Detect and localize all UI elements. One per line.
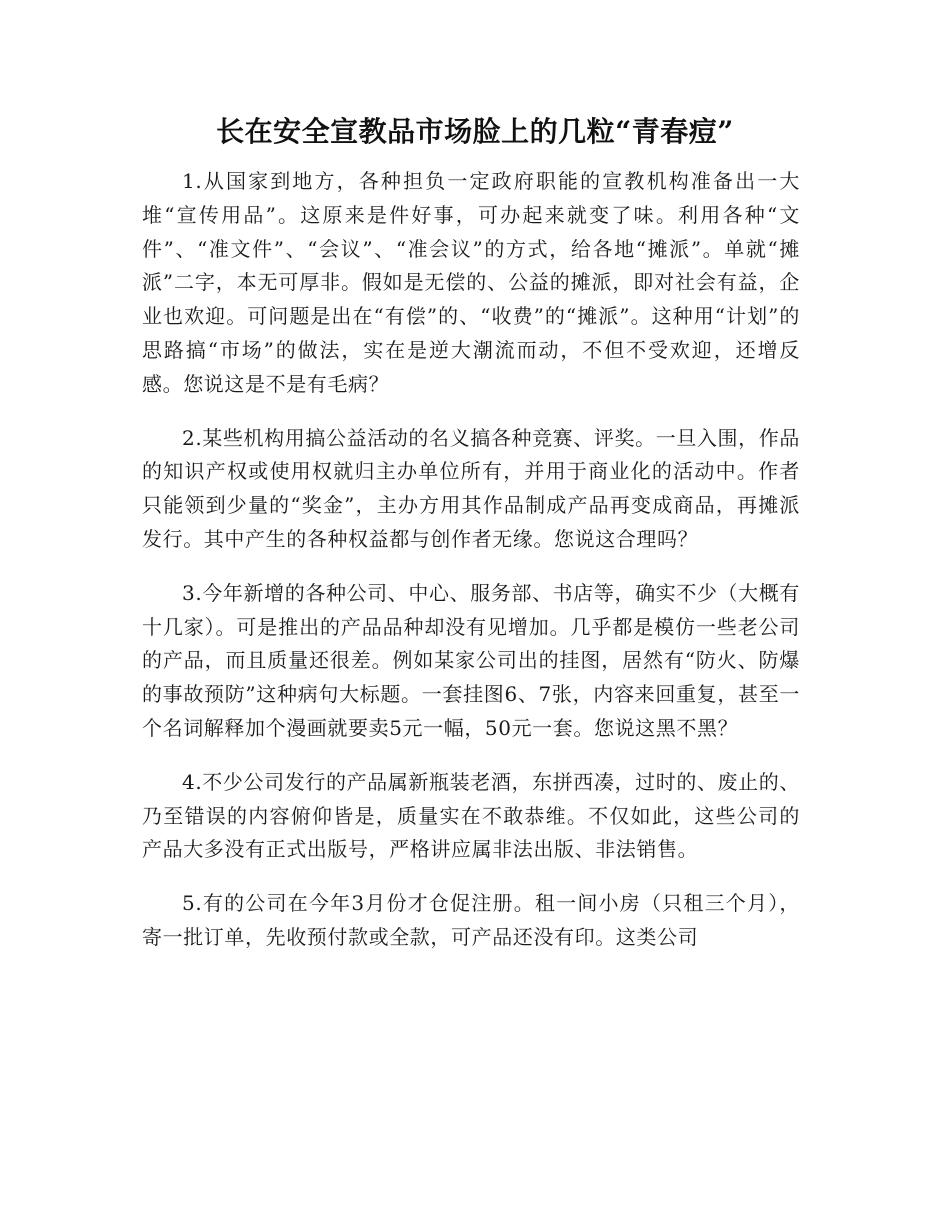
paragraph-3: 3.今年新增的各种公司、中心、服务部、书店等，确实不少（大概有十几家）。可是推出的产品品种却没有见增加。几乎都是模仿一些老公司的产品，而且质量还很差。例如某家公司出的挂图，居然有“防火、防爆的事故预防”这种病句大标题。一套挂图6、7张，内容来回重复，甚至一个名词解释加个漫画就要卖5元一幅，50元一套。您说这黑不黑？ xyxy=(142,580,800,740)
document-body xyxy=(142,165,800,975)
paragraph-1: 1.从国家到地方，各种担负一定政府职能的宣教机构准备出一大堆“宣传用品”。这原来是件好事，可办起来就变了味。利用各种“文件”、“准文件”、“会议”、“准会议”的方式，给各地“摊派”。单就“摊派”二字，本无可厚非。假如是无偿的、公益的摊派，即对社会有益，企业也欢迎。可问题是出在“有偿”的、“收费”的“摊派”。这种用“计划”的思路搞“市场”的做法，实在是逆大潮流而动，不但不受欢迎，还增反感。您说这是不是有毛病？ xyxy=(142,169,800,396)
paragraph-4: 4.不少公司发行的产品属新瓶装老酒，东拼西凑，过时的、废止的、乃至错误的内容俯仰皆是，质量实在不敢恭维。不仅如此，这些公司的产品大多没有正式出版号，严格讲应属非法出版、非法销售。 xyxy=(142,769,800,862)
document-title: 长在安全宣教品市场脸上的几粒“青春痘” xyxy=(216,115,734,148)
paragraph-5: 5.有的公司在今年3月份才仓促注册。租一间小房（只租三个月），寄一批订单，先收预付款或全款，可产品还没有印。这类公司 xyxy=(142,891,800,949)
paragraph-2: 2.某些机构用搞公益活动的名义搞各种竞赛、评奖。一旦入围，作品的知识产权或使用权就归主办单位所有，并用于商业化的活动中。作者只能领到少量的“奖金”，主办方用其作品制成产品再变成商品，再摊派发行。其中产生的各种权益都与创作者无缘。您说这合理吗？ xyxy=(142,425,800,551)
